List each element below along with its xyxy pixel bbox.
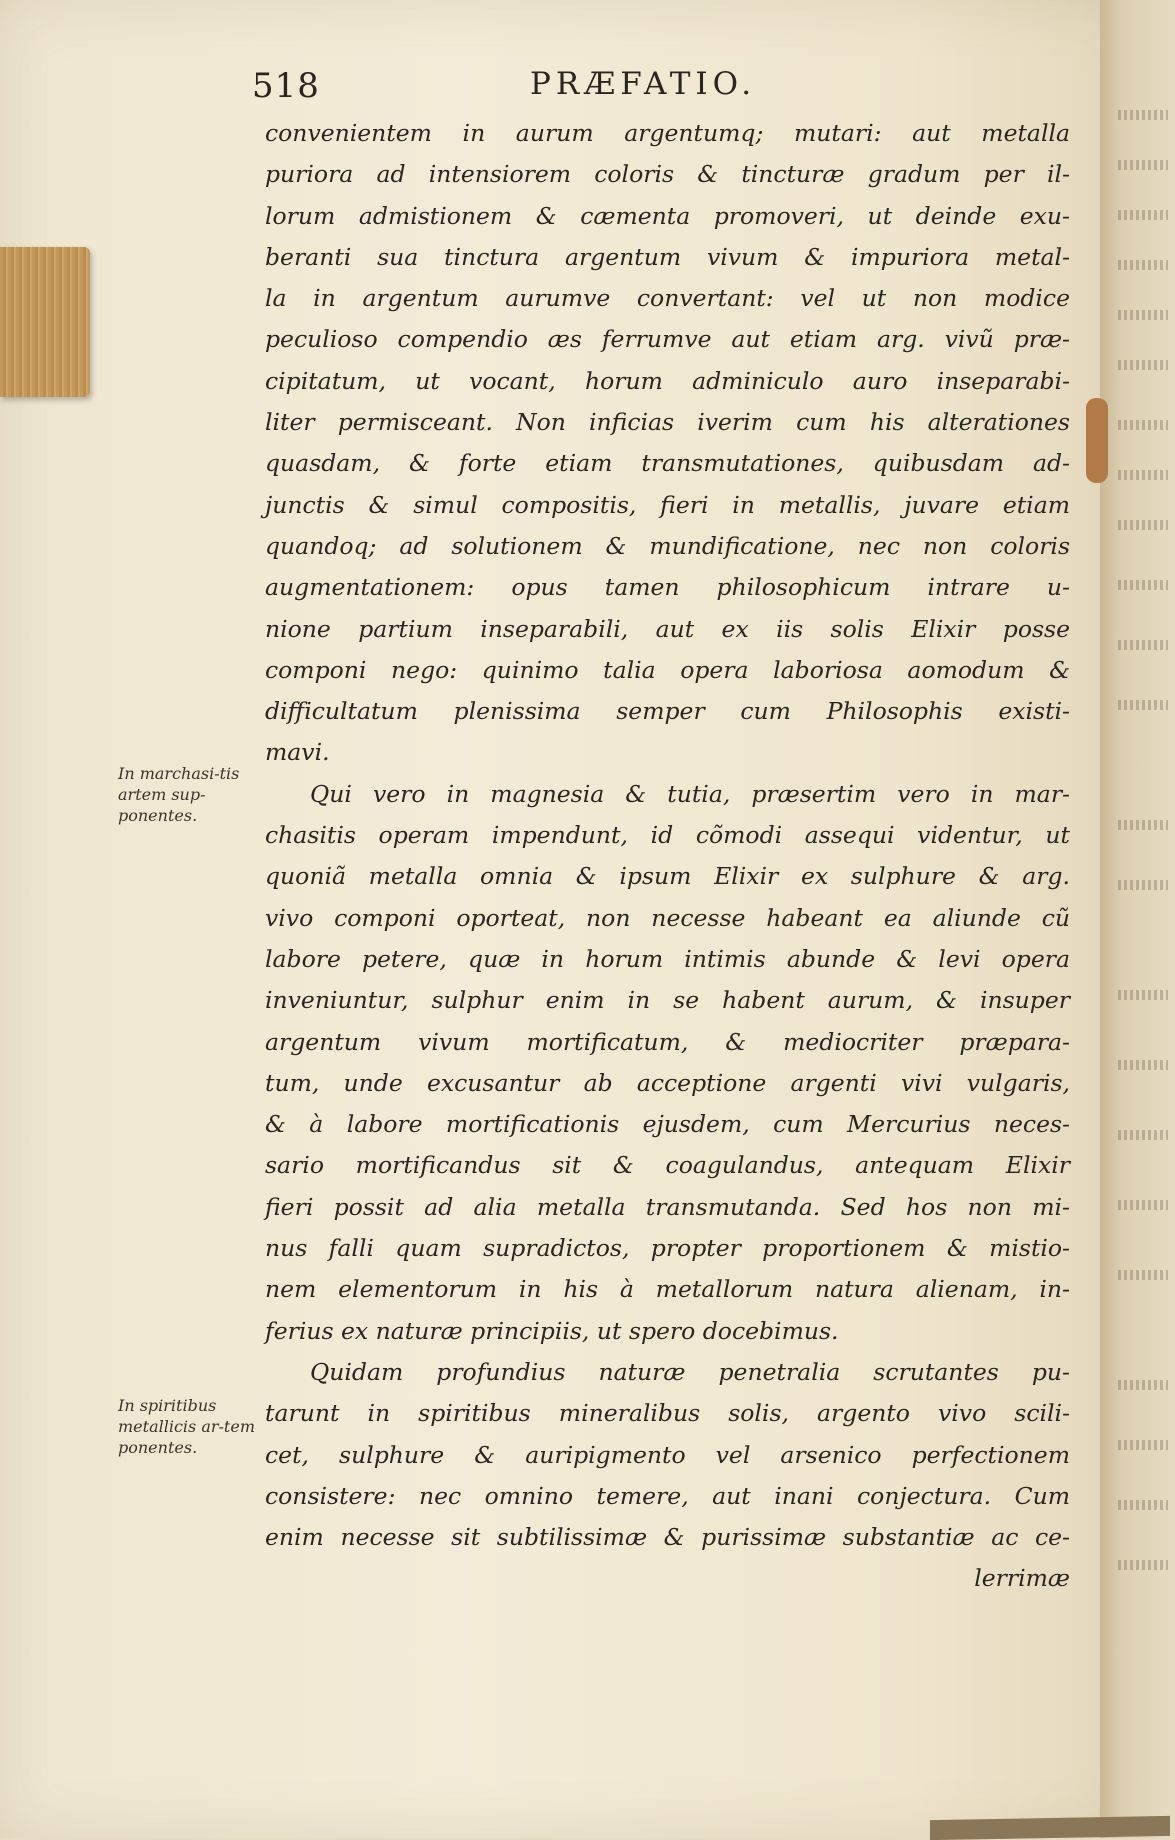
text-line: argentum vivum mortificatum, & mediocriter præpara- bbox=[265, 1027, 1070, 1056]
bleed-through-text bbox=[1118, 1500, 1168, 1510]
text-line: quoniã metalla omnia & ipsum Elixir ex sulphure & arg. bbox=[265, 862, 1070, 891]
text-line: lorum admistionem & cæmenta promoveri, ut deinde exu- bbox=[265, 201, 1070, 230]
bleed-through-text bbox=[1118, 640, 1168, 650]
text-line: nione partium inseparabili, aut ex iis solis Elixir posse bbox=[265, 614, 1070, 643]
text-line: componi nego: quinimo talia opera laboriosa aomodum & bbox=[265, 655, 1070, 684]
bleed-through-text bbox=[1118, 310, 1168, 320]
catchword: lerrimæ bbox=[974, 1564, 1070, 1593]
text-line: tum, unde excusantur ab acceptione argenti vivi vulgaris, bbox=[265, 1068, 1070, 1097]
text-line: cet, sulphure & auripigmento vel arsenico perfectionem bbox=[265, 1440, 1070, 1469]
bleed-through-text bbox=[1118, 1270, 1168, 1280]
bleed-through-text bbox=[1118, 1440, 1168, 1450]
bleed-through-text bbox=[1118, 520, 1168, 530]
paragraph bbox=[265, 774, 1070, 1352]
text-line: Quidam profundius naturæ penetralia scrutantes pu- bbox=[310, 1357, 1070, 1386]
page-tab-marker bbox=[1086, 398, 1108, 483]
page-header bbox=[252, 66, 1072, 106]
text-line: cipitatum, ut vocant, horum adminiculo auro inseparabi- bbox=[265, 366, 1070, 395]
text-line: labore petere, quæ in horum intimis abunde & levi opera bbox=[265, 944, 1070, 973]
text-line: nus falli quam supradictos, propter proportionem & mistio- bbox=[265, 1234, 1070, 1263]
bleed-through-text bbox=[1118, 580, 1168, 590]
bleed-through-text bbox=[1118, 110, 1168, 120]
bleed-through-text bbox=[1118, 700, 1168, 710]
bleed-through-text bbox=[1118, 470, 1168, 480]
bleed-through-text bbox=[1118, 160, 1168, 170]
text-line: beranti sua tinctura argentum vivum & impuriora metal- bbox=[265, 242, 1070, 271]
text-line: liter permisceant. Non inficias iverim cum his alterationes bbox=[265, 408, 1070, 437]
bleed-through-text bbox=[1118, 1130, 1168, 1140]
text-line: la in argentum aurumve convertant: vel ut non modice bbox=[265, 284, 1070, 313]
margin-note: In marchasi-tis artem sup-ponentes. bbox=[118, 764, 240, 825]
text-line: puriora ad intensiorem coloris & tincturæ gradum per il- bbox=[265, 160, 1070, 189]
text-line: nem elementorum in his à metallorum natura alienam, in- bbox=[265, 1275, 1070, 1304]
text-line: Qui vero in magnesia & tutia, præsertim vero in mar- bbox=[310, 779, 1070, 808]
text-line: junctis & simul compositis, fieri in metallis, juvare etiam bbox=[265, 490, 1070, 519]
bleed-through-text bbox=[1118, 260, 1168, 270]
bleed-through-text bbox=[1118, 420, 1168, 430]
text-line: ferius ex naturæ principiis, ut spero docebimus. bbox=[265, 1316, 839, 1345]
bleed-through-text bbox=[1118, 360, 1168, 370]
text-line: inveniuntur, sulphur enim in se habent aurum, & insuper bbox=[265, 986, 1070, 1015]
text-line: augmentationem: opus tamen philosophicum intrare u- bbox=[265, 573, 1070, 602]
bleed-through-text bbox=[1118, 1380, 1168, 1390]
running-head: PRÆFATIO. bbox=[530, 66, 757, 102]
text-line: & à labore mortificationis ejusdem, cum Mercurius neces- bbox=[265, 1110, 1070, 1139]
bleed-through-text bbox=[1118, 820, 1168, 830]
margin-note: In spiritibus metallicis ar-tem ponentes. bbox=[118, 1396, 255, 1457]
page-fold-edge bbox=[930, 1816, 1170, 1840]
text-line: quasdam, & forte etiam transmutationes, quibusdam ad- bbox=[265, 449, 1070, 478]
text-line: mavi. bbox=[265, 738, 330, 767]
bleed-through-text bbox=[1118, 1560, 1168, 1570]
text-line: consistere: nec omnino temere, aut inani conjectura. Cum bbox=[265, 1481, 1070, 1510]
paragraph bbox=[265, 1352, 1070, 1558]
adjacent-page-edge bbox=[1100, 0, 1175, 1838]
text-line: sario mortificandus sit & coagulandus, antequam Elixir bbox=[265, 1151, 1070, 1180]
text-line: vivo componi oporteat, non necesse habeant ea aliunde cũ bbox=[265, 903, 1070, 932]
text-line: tarunt in spiritibus mineralibus solis, argento vivo scili- bbox=[265, 1399, 1070, 1428]
bleed-through-text bbox=[1118, 1060, 1168, 1070]
text-line: enim necesse sit subtilissimæ & purissimæ substantiæ ac ce- bbox=[265, 1523, 1070, 1552]
bleed-through-text bbox=[1118, 880, 1168, 890]
bleed-through-text bbox=[1118, 990, 1168, 1000]
text-line: chasitis operam impendunt, id cõmodi assequi videntur, ut bbox=[265, 821, 1070, 850]
text-line: fieri possit ad alia metalla transmutanda. Sed hos non mi- bbox=[265, 1192, 1070, 1221]
bleed-through-text bbox=[1118, 1200, 1168, 1210]
text-line: peculioso compendio æs ferrumve aut etiam arg. vivũ præ- bbox=[265, 325, 1070, 354]
paragraph bbox=[265, 113, 1070, 774]
bookmark-tab bbox=[0, 247, 90, 397]
bleed-through-text bbox=[1118, 210, 1168, 220]
text-line: difficultatum plenissima semper cum Philosophis existi- bbox=[265, 697, 1070, 726]
body-text bbox=[265, 113, 1070, 1600]
text-line: quandoq; ad solutionem & mundificatione, nec non coloris bbox=[265, 531, 1070, 560]
text-line: convenientem in aurum argentumq; mutari: aut metalla bbox=[265, 119, 1070, 147]
page-number: 518 bbox=[252, 66, 320, 106]
